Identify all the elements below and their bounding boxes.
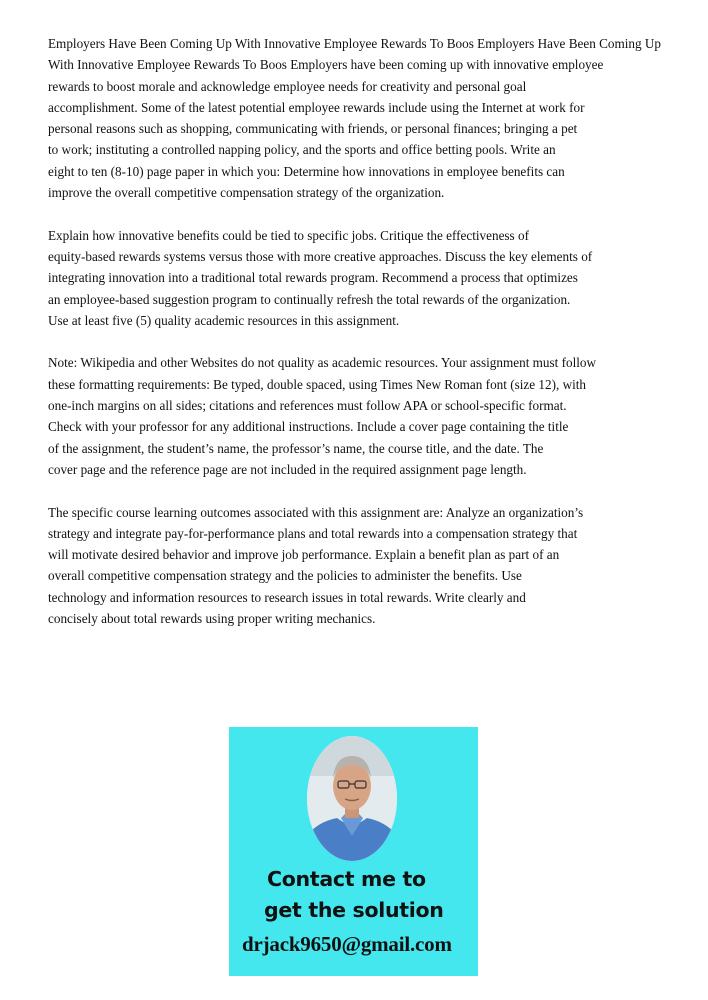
paragraph-gap [48,331,708,352]
text-line: Explain how innovative benefits could be tied to specific jobs. Critique the effectiveness of [48,227,529,243]
text-line: will motivate desired behavior and improve job performance. Explain a benefit plan as part of an [48,547,560,563]
author-portrait [307,736,397,861]
text-line: concisely about total rewards using proper writing mechanics. [48,611,376,627]
text-line: equity-based rewards systems versus those with more creative approaches. Discuss the key elements of [48,248,593,264]
paragraph-2 [48,225,708,331]
text-line: Employers Have Been Coming Up With Innovative Employee Rewards To Boos Employers Have Been Coming Up [48,36,662,51]
text-line: cover page and the reference page are not included in the required assignment page length. [48,461,527,477]
paragraph-4 [48,502,708,630]
text-line: to work; instituting a controlled napping policy, and the sports and office betting pools. Write an [48,142,556,158]
text-line: personal reasons such as shopping, communicating with friends, or personal finances; bringing a pet [48,121,578,137]
text-line: Note: Wikipedia and other Websites do not quality as academic resources. Your assignment must follow [48,355,597,371]
text-line: strategy and integrate pay-for-performance plans and total rewards into a compensation strategy that [48,525,578,541]
text-line: With Innovative Employee Rewards To Boos Employers have been coming up with innovative employee [48,57,604,73]
cta-line-2: get the solution [264,898,444,922]
text-line: accomplishment. Some of the latest potential employee rewards include using the Internet at work for [48,99,585,115]
text-line: overall competitive compensation strategy and the policies to administer the benefits. Use [48,568,522,584]
paragraph-3 [48,352,708,480]
paragraph-gap [48,203,708,224]
text-line: integrating innovation into a traditional total rewards program. Recommend a process that optimizes [48,270,578,286]
person-portrait-icon [307,736,397,861]
text-line: these formatting requirements: Be typed, double spaced, using Times New Roman font (size 12), with [48,376,587,392]
paragraph-1 [48,33,708,203]
text-line: Use at least five (5) quality academic resources in this assignment. [48,312,400,328]
text-line: rewards to boost morale and acknowledge employee needs for creativity and personal goal [48,78,527,94]
text-line: The specific course learning outcomes associated with this assignment are: Analyze an organization’s [48,504,584,520]
cta-line-1: Contact me to [267,867,426,891]
text-line: of the assignment, the student’s name, the professor’s name, the course title, and the date. The [48,440,544,456]
text-line: one-inch margins on all sides; citations and references must follow APA or school-specific format. [48,398,567,414]
text-line: an employee-based suggestion program to continually refresh the total rewards of the organization. [48,291,571,307]
contact-advert[interactable] [229,727,478,976]
contact-email[interactable]: drjack9650@gmail.com [242,932,452,956]
text-line: eight to ten (8-10) page paper in which you: Determine how innovations in employee benefits can [48,163,565,179]
paragraph-gap [48,480,708,501]
text-line: improve the overall competitive compensation strategy of the organization. [48,185,445,201]
assignment-text [48,33,708,629]
text-line: technology and information resources to research issues in total rewards. Write clearly and [48,589,526,605]
text-line: Check with your professor for any additional instructions. Include a cover page containing the title [48,419,569,435]
